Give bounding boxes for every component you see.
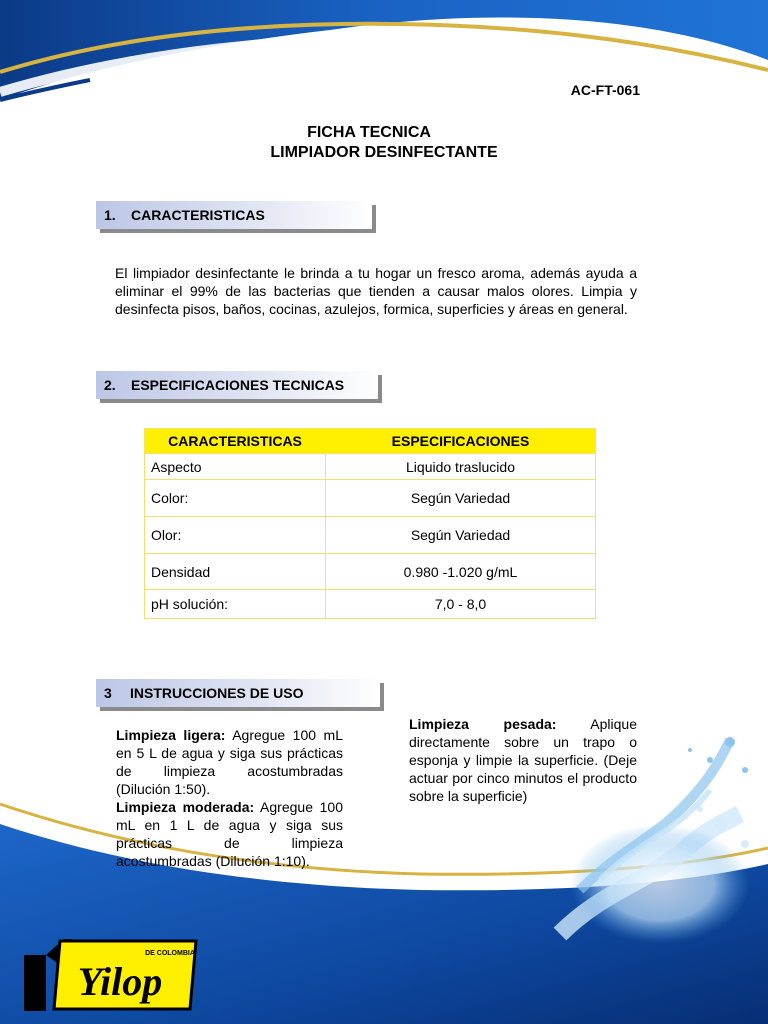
section-label: CARACTERISTICAS	[131, 207, 265, 223]
instruction-light-text: Agregue 100 mL en 5 L de agua y siga sus prácticas de limpieza acostumbradas (Dilución 1:50).	[116, 727, 343, 797]
section-label: INSTRUCCIONES DE USO	[130, 685, 304, 701]
table-row	[145, 480, 596, 517]
top-wave-decoration	[0, 0, 768, 110]
title-line-2: LIMPIADOR DESINFECTANTE	[270, 144, 498, 161]
instruction-light-title: Limpieza ligera:	[116, 727, 226, 743]
table-row	[145, 454, 596, 480]
table-cell: pH solución:	[145, 590, 326, 619]
table-cell: Según Variedad	[326, 517, 596, 554]
document-title	[0, 123, 768, 163]
section-header-caracteristicas	[96, 201, 372, 229]
table-header-row	[145, 429, 596, 454]
instruction-moderate-text: Agregue 100 mL en 1 L de agua y siga sus prácticas de limpieza acostumbradas (Dilución 1:10).	[116, 799, 344, 869]
instruction-heavy-text: Aplique directamente sobre un trapo o esponja y limpie la superficie. (Deje actuar por cinco minutos el producto sobre la superficie)	[409, 716, 637, 804]
section-number: 1.	[104, 207, 116, 223]
section-header-instrucciones	[96, 679, 380, 707]
table-cell: 7,0 - 8,0	[326, 590, 596, 619]
section-number: 3	[104, 685, 112, 701]
instruction-heavy-title: Limpieza pesada:	[409, 716, 557, 732]
instruction-moderate-title: Limpieza moderada:	[116, 799, 255, 815]
instructions-right-column	[409, 715, 637, 805]
svg-text:DE COLOMBIA: DE COLOMBIA	[145, 950, 195, 957]
svg-text:Yilop: Yilop	[77, 959, 163, 1004]
section-number: 2.	[104, 377, 116, 393]
table-cell: Densidad	[145, 554, 326, 590]
document-code: AC-FT-061	[570, 82, 640, 98]
instruction-moderate	[116, 798, 343, 870]
table-row	[145, 517, 596, 554]
specifications-table	[144, 428, 596, 619]
column-header-especificaciones: ESPECIFICACIONES	[326, 429, 596, 454]
table-cell: Olor:	[145, 517, 326, 554]
instruction-heavy	[409, 715, 637, 805]
table-cell: Aspecto	[145, 454, 326, 480]
instructions-left-column	[116, 726, 343, 870]
column-header-caracteristicas: CARACTERISTICAS	[145, 429, 326, 454]
product-description: El limpiador desinfectante le brinda a tu hogar un fresco aroma, además ayuda a eliminar el 99% de las bacterias que tienden a causar malos olores. Limpia y desinfecta pisos, baños, cocinas, azulejos, formica, superficies y áreas en general.	[115, 265, 637, 317]
table-cell: Según Variedad	[326, 480, 596, 517]
table-cell: Liquido traslucido	[326, 454, 596, 480]
yilop-logo	[20, 935, 210, 1015]
table-row	[145, 554, 596, 590]
table-row	[145, 590, 596, 619]
table-cell: Color:	[145, 480, 326, 517]
table-cell: 0.980 -1.020 g/mL	[326, 554, 596, 590]
section-header-especificaciones	[96, 371, 378, 399]
instruction-light	[116, 726, 343, 798]
title-line-1: FICHA TECNICA	[307, 124, 431, 141]
section-label: ESPECIFICACIONES TECNICAS	[131, 377, 345, 393]
